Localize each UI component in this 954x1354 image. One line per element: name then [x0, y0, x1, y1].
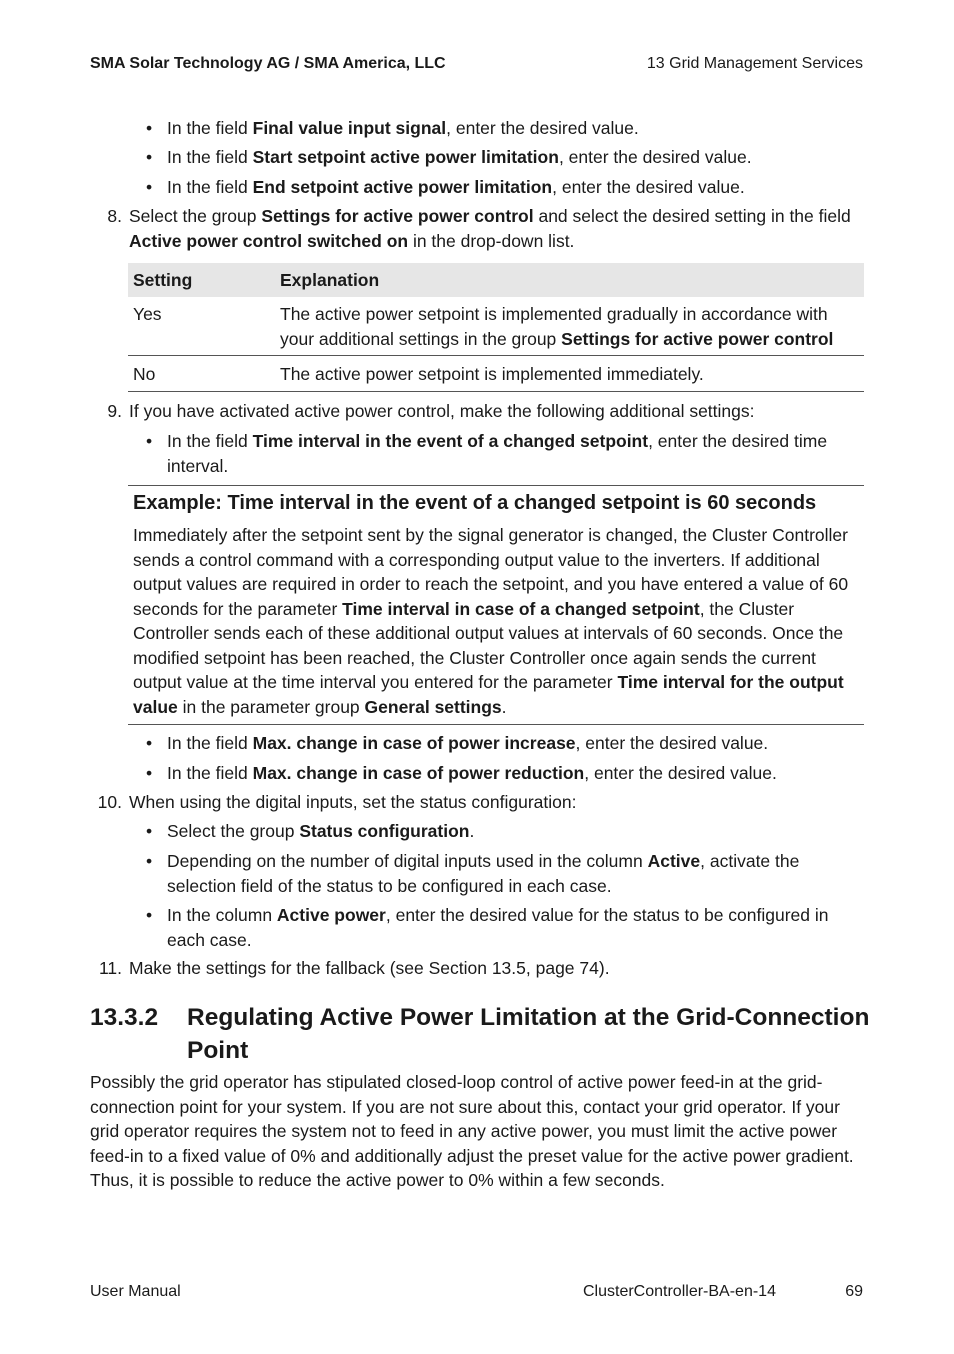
step-text: Make the settings for the fallback (see Section 13.5, page 74).: [129, 958, 610, 978]
list-item: In the column Active power, enter the desired value for the status to be configured in each case.: [167, 905, 829, 950]
section-number: 13.3.2: [90, 1004, 159, 1031]
section-title: Regulating Active Power Limitation at the Grid-Connection Point: [187, 1004, 870, 1064]
example-box: [128, 485, 864, 725]
header-company: SMA Solar Technology AG / SMA America, LLC: [90, 55, 446, 72]
step-number: 11.: [98, 958, 122, 978]
bullet-marker: •: [146, 733, 153, 753]
bullet-marker: •: [146, 177, 153, 197]
list-item: Depending on the number of digital inputs used in the column Active, activate the selection field of the status to be configured in each case.: [167, 851, 800, 896]
example-body: Immediately after the setpoint sent by the signal generator is changed, the Cluster Controller sends a control command with a corresponding output value to the inverters. If additional output values are required in order to reach the setpoint, and you have entered a value of 60 seconds for the parameter Time interval in case of a changed setpoint, the Cluster Controller sends each of these additional output values at intervals of 60 seconds. Once the modified setpoint has been reached, the Cluster Controller once again sends the current output value at the time interval you entered for the parameter Time interval for the output value in the parameter group General settings.: [133, 525, 849, 717]
header-chapter: 13 Grid Management Services: [646, 55, 863, 72]
table-row: Yes The active power setpoint is implemented gradually in accordance with your additional settings in the group Settings for active power control: [128, 297, 864, 356]
bullet-marker: •: [146, 147, 153, 167]
step-number: 8.: [107, 206, 122, 226]
header-explanation: Explanation: [280, 270, 380, 290]
bullet-marker: •: [146, 118, 153, 138]
table-header: [128, 263, 864, 297]
step-text: Select the group Settings for active power control and select the desired setting in the field Active power control switched on in the drop-down list.: [129, 206, 851, 251]
example-title: Example: Time interval in the event of a changed setpoint is 60 seconds: [133, 492, 817, 514]
settings-table: [128, 263, 864, 392]
list-item: In the field Time interval in the event of a changed setpoint, enter the desired time interval.: [167, 431, 828, 476]
page-number: 69: [845, 1283, 863, 1300]
table-row: No The active power setpoint is implemented immediately.: [128, 356, 864, 392]
section-body: Possibly the grid operator has stipulated closed-loop control of active power feed-in at the grid-connection point for your system. If you are not sure about this, contact your grid operator. If your grid operator requires the system not to feed in any active power, you must limit the active power feed-in to a fixed value of 0% and additionally adjust the preset value for the active power gradient. Thus, it is possible to reduce the active power to 0% within a few seconds.: [90, 1072, 854, 1190]
bullet-marker: •: [146, 851, 153, 871]
step-number: 9.: [107, 401, 122, 421]
list-item: Select the group Status configuration.: [167, 821, 475, 841]
bullet-marker: •: [146, 431, 153, 451]
footer-doc-id: ClusterController-BA-en-14: [583, 1283, 776, 1300]
list-item: In the field Max. change in case of power reduction, enter the desired value.: [167, 763, 777, 783]
step-number: 10.: [97, 792, 122, 812]
header-setting: Setting: [133, 270, 193, 290]
bullet-marker: •: [146, 821, 153, 841]
list-item: In the field Final value input signal, enter the desired value.: [167, 118, 639, 138]
footer-manual: User Manual: [90, 1283, 181, 1300]
list-item: In the field End setpoint active power limitation, enter the desired value.: [167, 177, 745, 197]
step-text: When using the digital inputs, set the status configuration:: [129, 792, 577, 812]
list-item: In the field Start setpoint active power limitation, enter the desired value.: [167, 147, 752, 167]
bullet-marker: •: [146, 905, 153, 925]
bullet-marker: •: [146, 763, 153, 783]
step-text: If you have activated active power control, make the following additional settings:: [129, 401, 755, 421]
list-item: In the field Max. change in case of power increase, enter the desired value.: [167, 733, 769, 753]
